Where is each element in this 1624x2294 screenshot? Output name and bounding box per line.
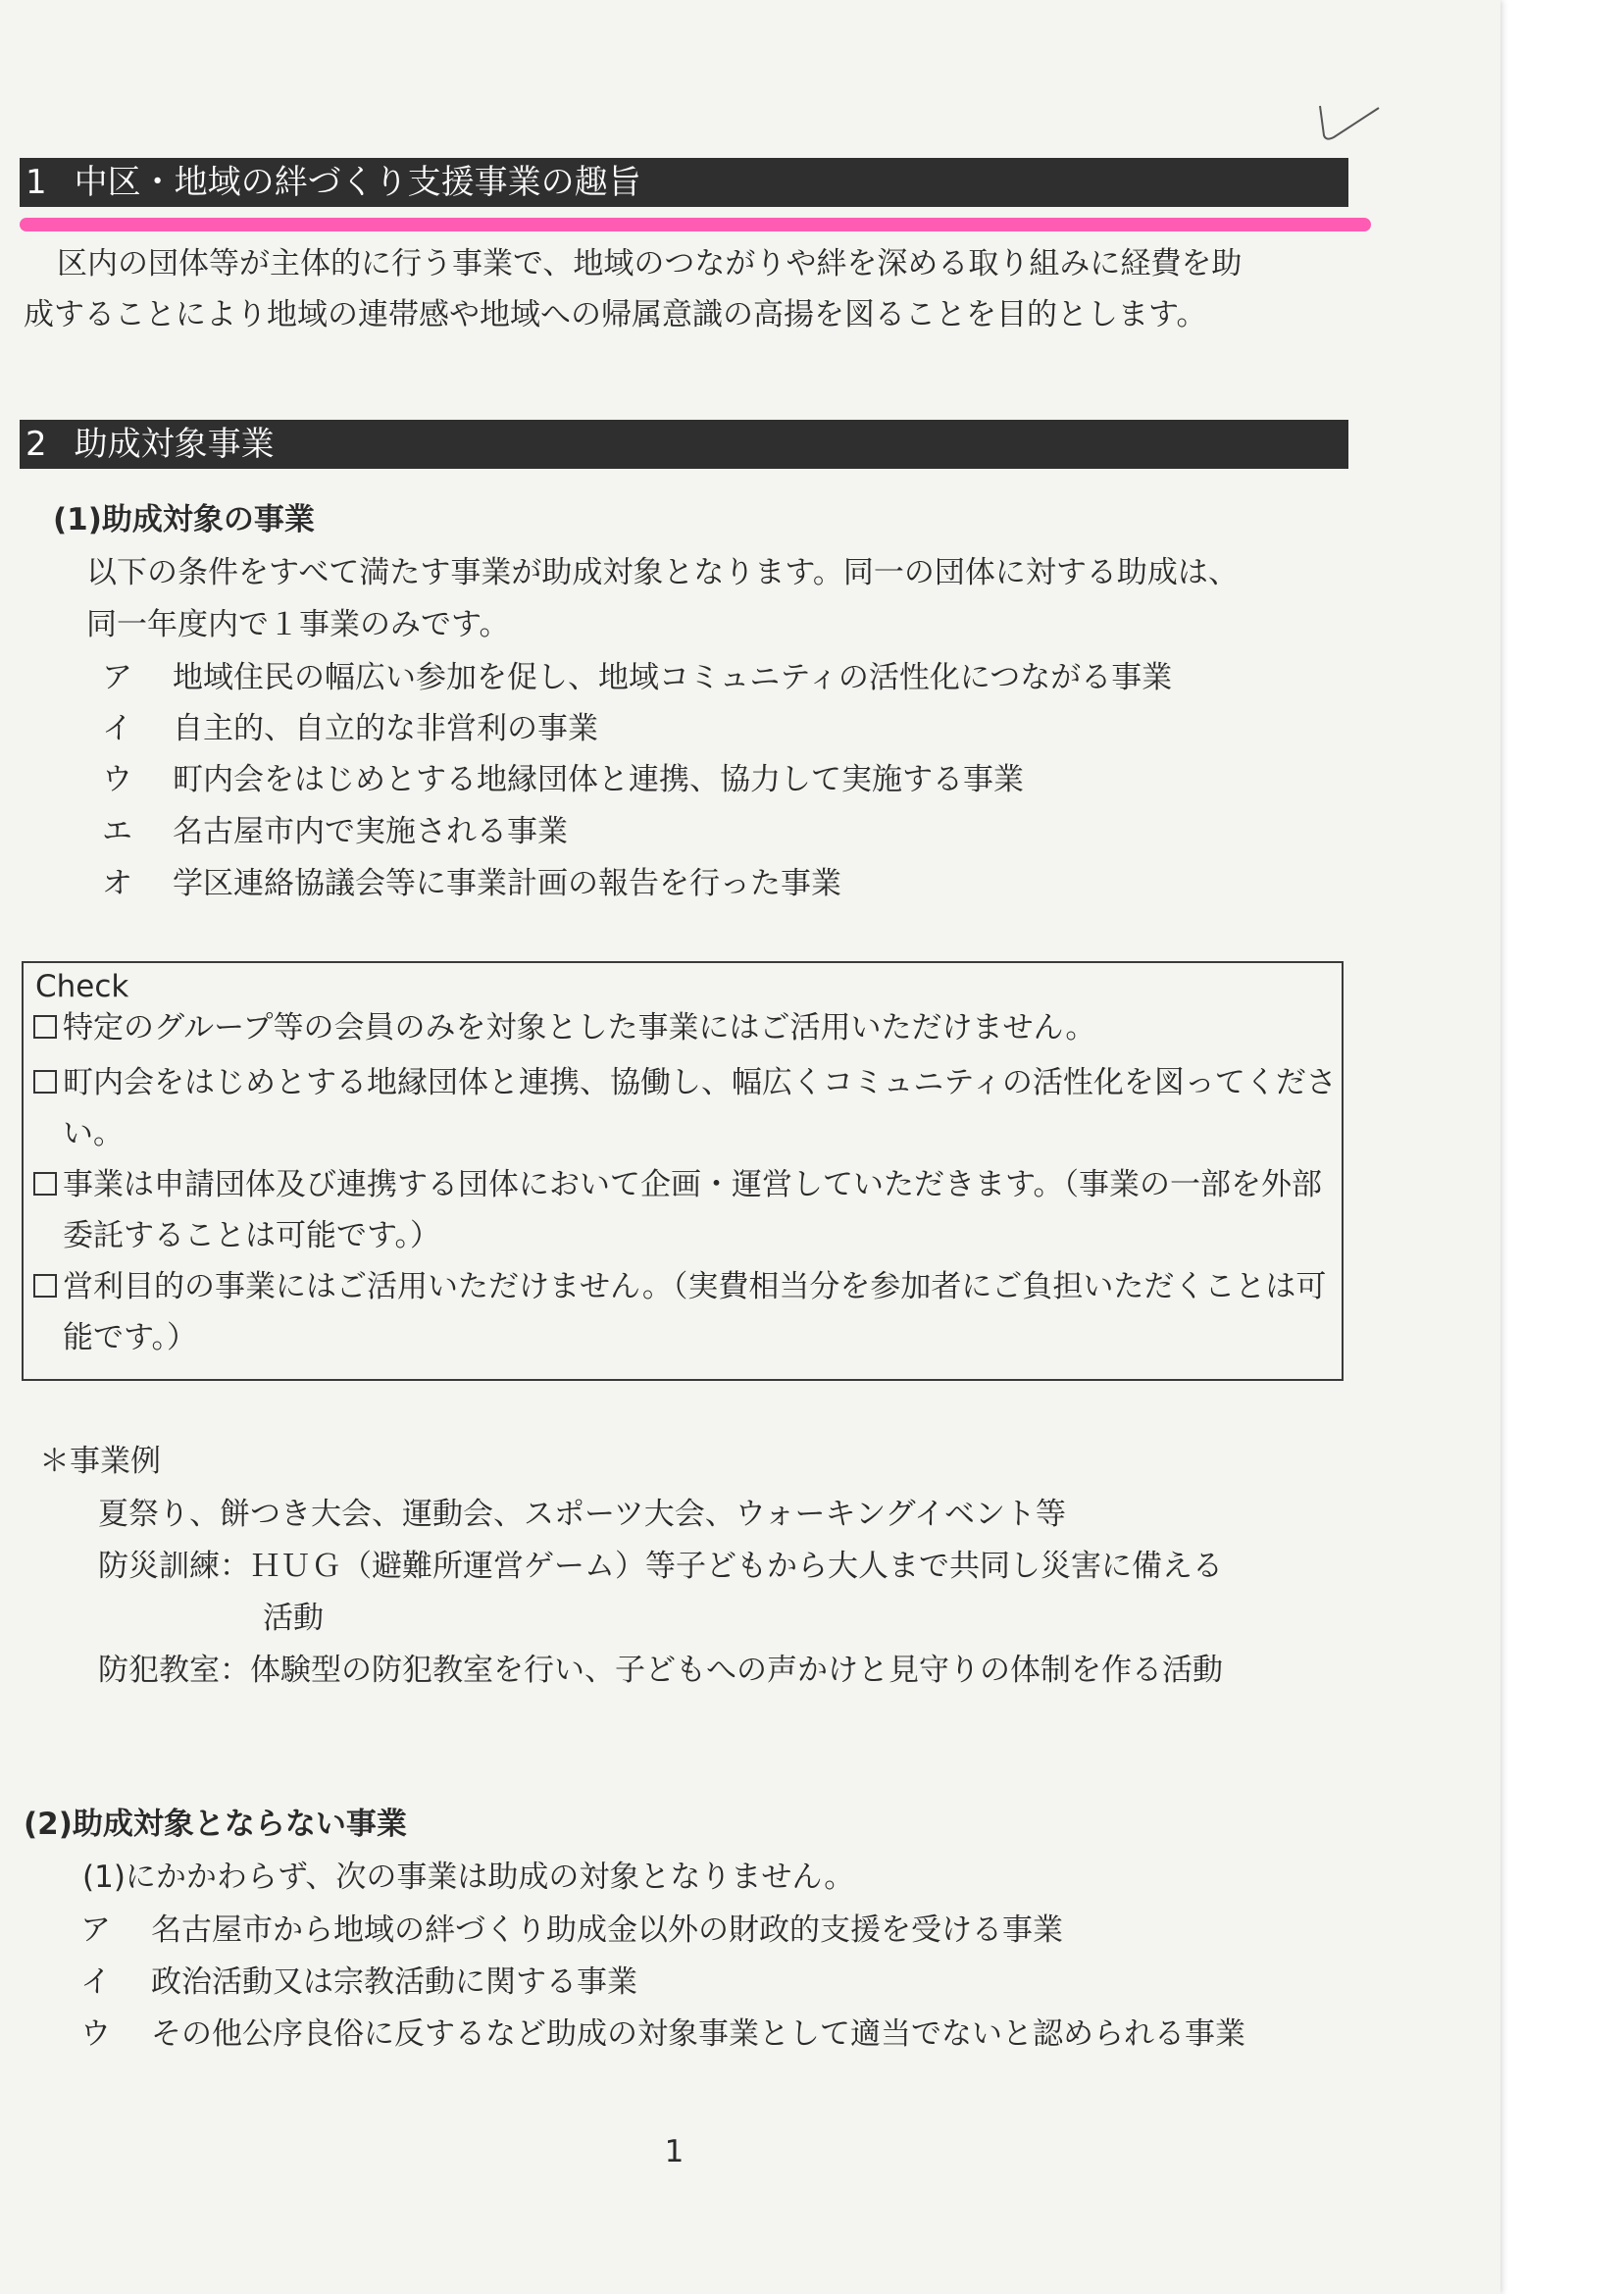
pink-highlighter-mark xyxy=(20,218,1371,231)
check-box xyxy=(22,961,1344,1381)
sub-2-heading: (2)助成対象とならない事業 xyxy=(24,1807,407,1842)
section-1-title: 中区・地域の絆づくり支援事業の趣旨 xyxy=(74,163,641,202)
condition-text: 町内会をはじめとする地縁団体と連携、協力して実施する事業 xyxy=(173,762,1024,797)
section-1-body-line-2: 成することにより地域の連帯感や地域への帰属意識の高揚を図ることを目的とします。 xyxy=(24,297,1207,332)
section-1-number: 1 xyxy=(25,163,47,202)
check-item xyxy=(33,1159,1338,1261)
example-text: 体験型の防犯教室を行い、子どもへの声かけと見守りの体制を作る活動 xyxy=(250,1653,1223,1688)
condition-marker: ウ xyxy=(102,762,132,797)
condition-text: 名古屋市内で実施される事業 xyxy=(173,814,568,849)
condition-text: 地域住民の幅広い参加を促し、地域コミュニティの活性化につながる事業 xyxy=(173,660,1173,695)
example-text: 夏祭り、餅つき大会、運動会、スポーツ大会、ウォーキングイベント等 xyxy=(98,1497,1067,1532)
example-row xyxy=(98,1547,1223,1586)
check-item xyxy=(33,1057,1338,1159)
example-label: 防災訓練： xyxy=(98,1549,250,1584)
check-mark-handwritten-icon xyxy=(1314,98,1383,147)
condition-text: 自主的、自立的な非営利の事業 xyxy=(173,711,598,746)
excluded-text: その他公序良俗に反するなど助成の対象事業として適当でないと認められる事業 xyxy=(151,2016,1245,2052)
checkbox-square-icon xyxy=(33,1172,57,1196)
excluded-item xyxy=(80,1963,637,2002)
condition-item xyxy=(102,709,598,748)
check-item-text: 営利目的の事業にはご活用いただけません。（実費相当分を参加者にご負担いただくことは可能です。） xyxy=(63,1269,1327,1355)
examples-heading: ＊事業例 xyxy=(39,1444,161,1479)
sub-1-heading: (1)助成対象の事業 xyxy=(53,502,315,537)
condition-text: 学区連絡協議会等に事業計画の報告を行った事業 xyxy=(173,866,841,901)
excluded-item xyxy=(80,1911,1063,1950)
check-item-text: 特定のグループ等の会員のみを対象とした事業にはご活用いただけません。 xyxy=(63,1010,1096,1045)
condition-marker: エ xyxy=(102,814,132,849)
condition-item xyxy=(102,760,1024,799)
condition-marker: オ xyxy=(102,866,132,901)
example-row-continued: 活動 xyxy=(263,1601,324,1636)
sub-1-intro-line-1: 以下の条件をすべて満たす事業が助成対象となります。同一の団体に対する助成は、 xyxy=(86,555,1239,590)
section-2-title: 助成対象事業 xyxy=(74,425,275,464)
checkbox-square-icon xyxy=(33,1070,57,1094)
sub-2-intro: (1)にかかわらず、次の事業は助成の対象となりません。 xyxy=(82,1860,855,1895)
page-number: 1 xyxy=(664,2134,685,2169)
checkbox-square-icon xyxy=(33,1015,57,1039)
excluded-text: 政治活動又は宗教活動に関する事業 xyxy=(151,1964,637,2000)
example-row xyxy=(98,1651,1223,1690)
example-row xyxy=(98,1495,1066,1534)
section-2-heading xyxy=(20,420,1348,469)
condition-item xyxy=(102,864,841,903)
check-title: Check xyxy=(35,969,129,1004)
section-2-number: 2 xyxy=(25,425,47,464)
check-item-text: 事業は申請団体及び連携する団体において企画・運営していただきます。（事業の一部を外部委託することは可能です。） xyxy=(63,1167,1323,1253)
excluded-marker: ア xyxy=(80,1912,111,1948)
condition-marker: ア xyxy=(102,660,132,695)
example-text: ＨＵＧ（避難所運営ゲーム）等子どもから大人まで共同し災害に備える xyxy=(250,1549,1223,1584)
check-item xyxy=(33,1002,1338,1053)
condition-marker: イ xyxy=(102,711,132,746)
check-item-text: 町内会をはじめとする地縁団体と連携、協働し、幅広くコミュニティの活性化を図ってください。 xyxy=(63,1065,1337,1151)
checkbox-square-icon xyxy=(33,1274,57,1298)
section-1-heading xyxy=(20,158,1348,207)
check-item xyxy=(33,1261,1338,1363)
section-1-body-line-1: 区内の団体等が主体的に行う事業で、地域のつながりや絆を深める取り組みに経費を助 xyxy=(57,246,1243,281)
example-label: 防犯教室： xyxy=(98,1653,250,1688)
excluded-text: 名古屋市から地域の絆づくり助成金以外の財政的支援を受ける事業 xyxy=(151,1912,1063,1948)
condition-item xyxy=(102,658,1172,697)
sub-1-intro-line-2: 同一年度内で１事業のみです。 xyxy=(86,607,510,642)
condition-item xyxy=(102,812,568,851)
excluded-marker: イ xyxy=(80,1964,111,2000)
excluded-marker: ウ xyxy=(80,2016,111,2052)
excluded-item xyxy=(80,2014,1245,2054)
